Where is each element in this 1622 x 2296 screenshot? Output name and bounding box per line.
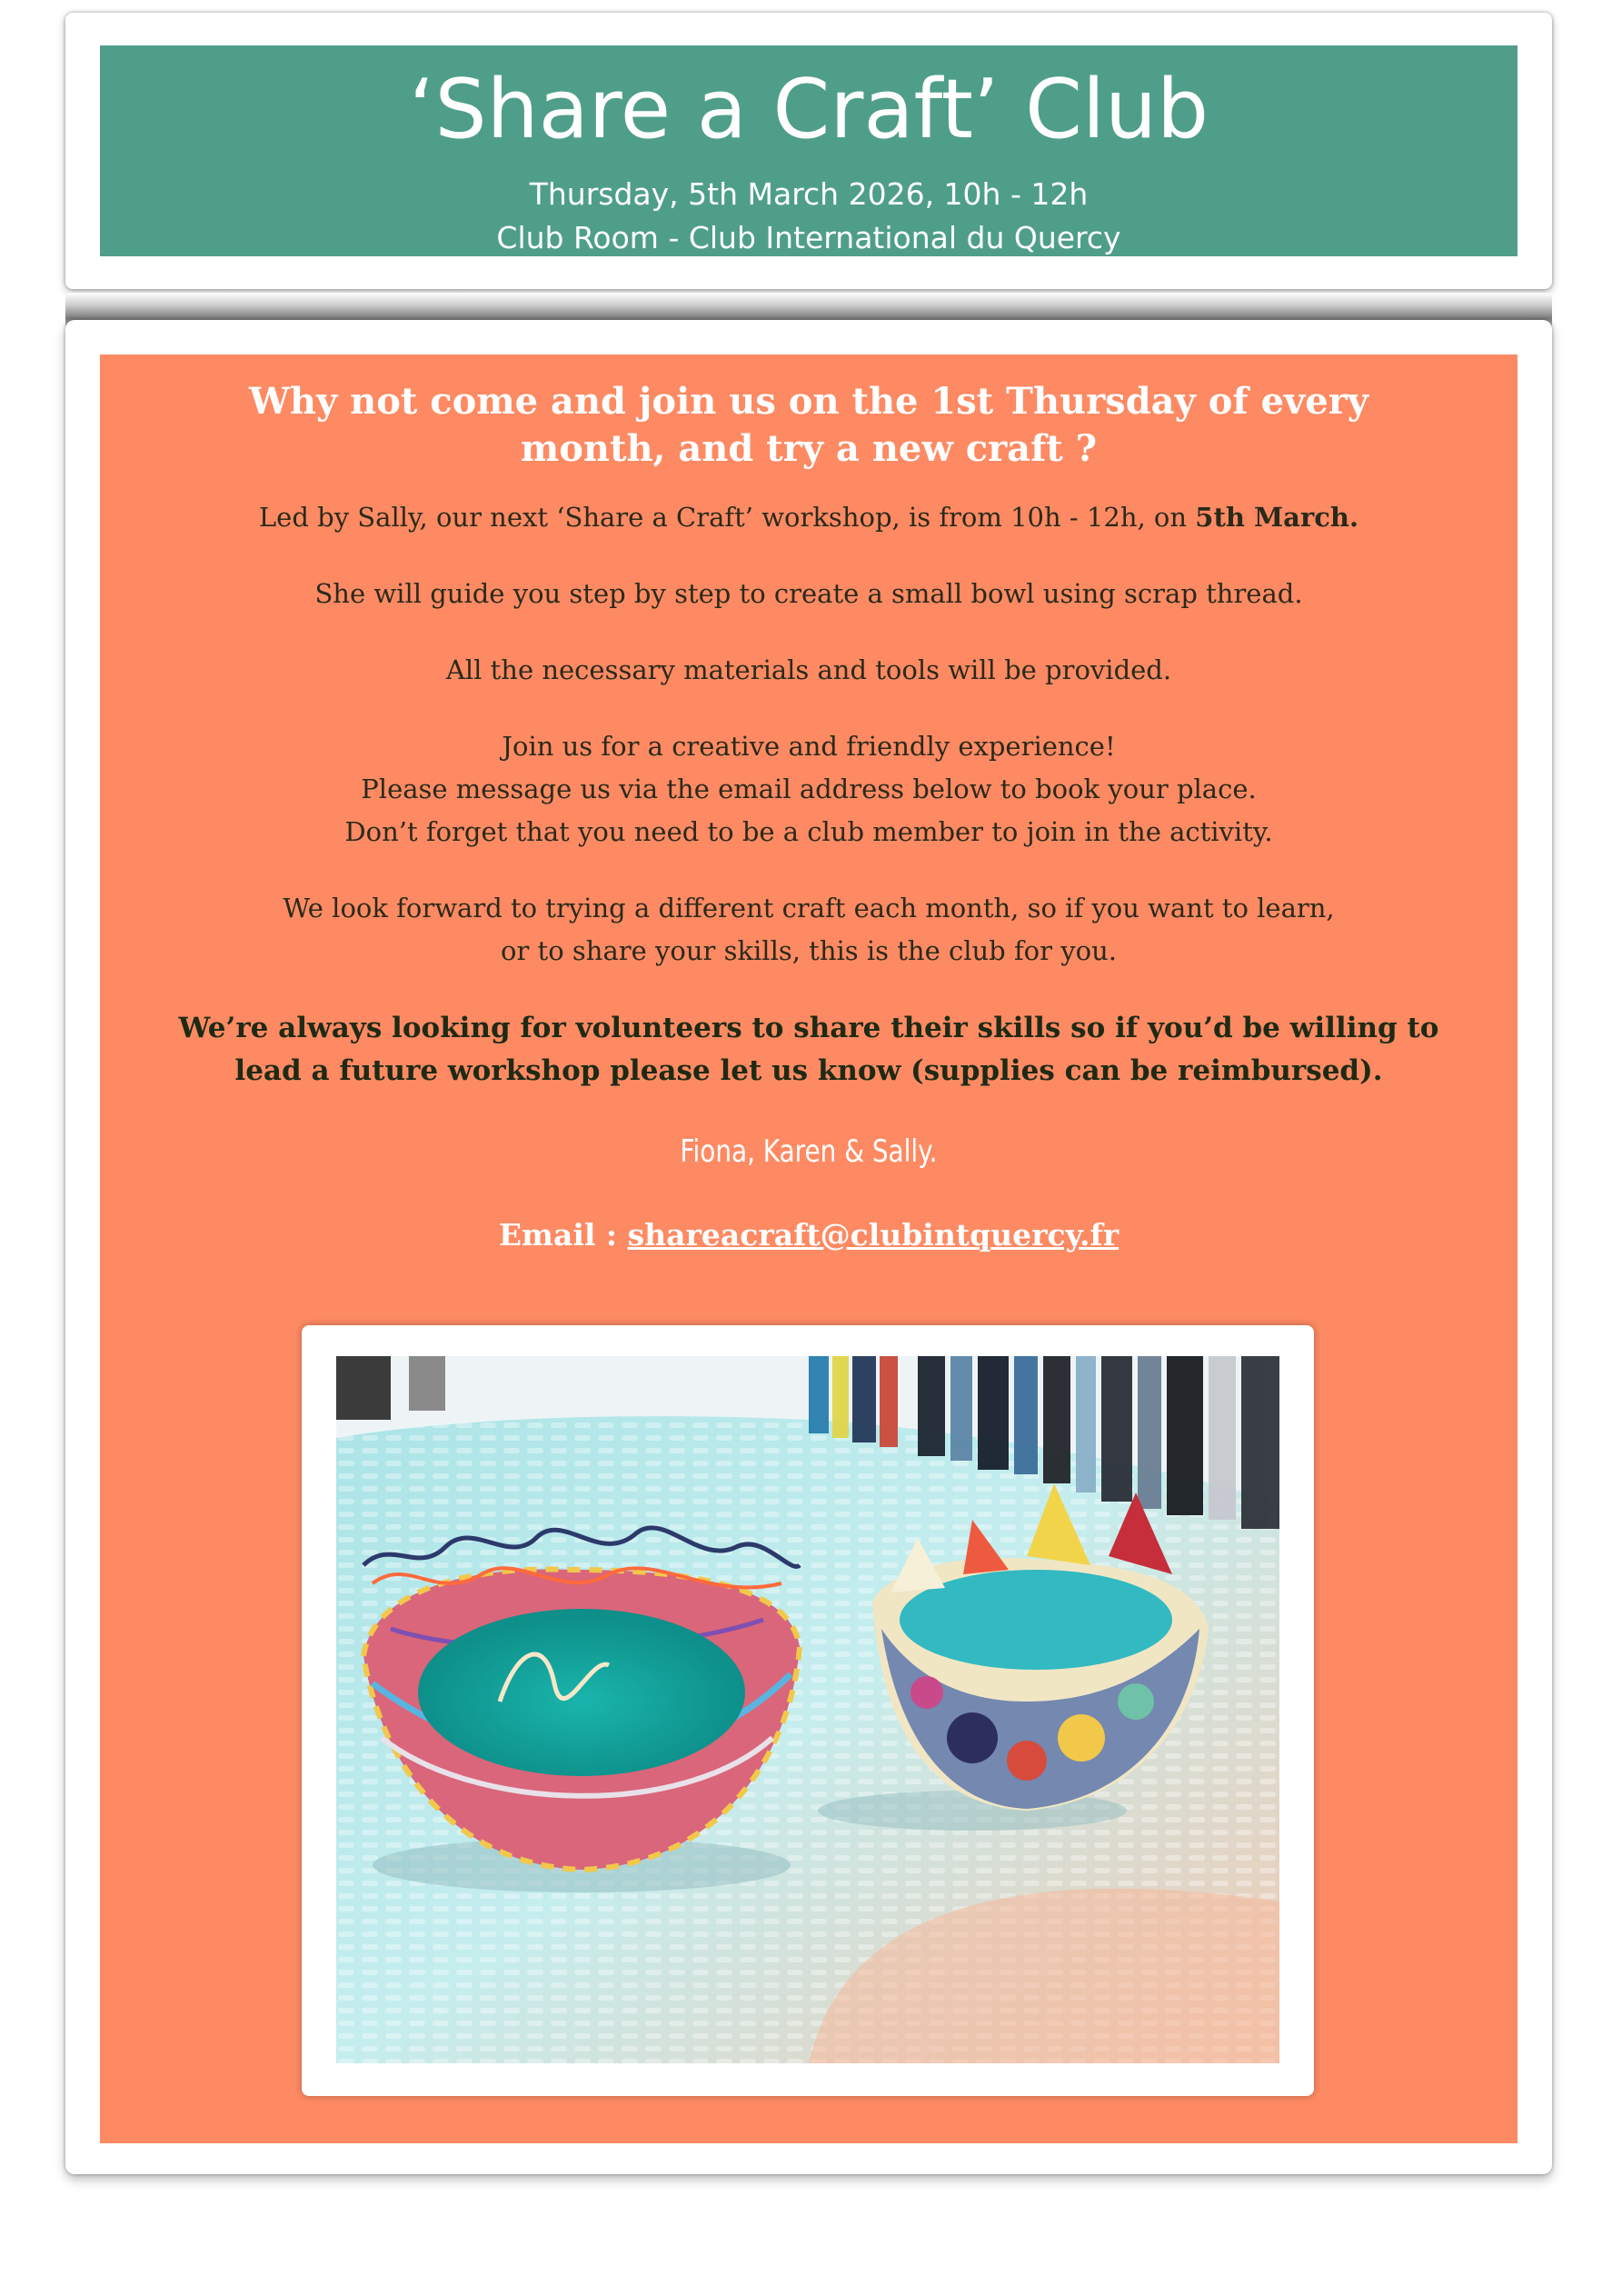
page-title: ‘Share a Craft’ Club <box>408 62 1209 157</box>
content-panel <box>100 354 1518 2143</box>
volunteer-line: We’re always looking for volunteers to share their skills so if you’d be willing to <box>178 1012 1439 1044</box>
photo-of-two-thread-bowls-icon <box>336 1356 1279 2063</box>
event-venue: Club Room - Club International du Quercy <box>496 220 1121 255</box>
craft-photo-illustration <box>336 1356 1279 2063</box>
workshop-description: She will guide you step by step to create a small bowl using scrap thread. <box>314 578 1303 609</box>
volunteer-call <box>150 1007 1468 1093</box>
email-label: Email : <box>498 1217 628 1253</box>
booking-info <box>150 725 1468 854</box>
purpose-line: We look forward to trying a different craft each month, so if you want to learn, <box>283 893 1335 923</box>
booking-line: Don’t forget that you need to be a club member to join in the activity. <box>344 816 1273 847</box>
purpose-line: or to share your skills, this is the club for you. <box>501 935 1117 966</box>
booking-line: Please message us via the email address below to book your place. <box>361 774 1257 804</box>
volunteer-line: lead a future workshop please let us know (supplies can be reimbursed). <box>234 1054 1383 1087</box>
materials-note: All the necessary materials and tools will be provided. <box>445 654 1172 685</box>
photo-frame <box>302 1325 1314 2096</box>
email-line <box>100 1213 1518 1258</box>
signature: Fiona, Karen & Sally. <box>680 1133 938 1170</box>
event-date: Thursday, 5th March 2026, 10h - 12h <box>529 176 1089 212</box>
headline: Why not come and join us on the 1st Thursday of every month, and try a new craft ? <box>248 380 1369 470</box>
workshop-intro-text: Led by Sally, our next ‘Share a Craft’ workshop, is from 10h - 12h, on <box>258 502 1196 533</box>
booking-line: Join us for a creative and friendly experience! <box>502 731 1116 762</box>
workshop-date: 5th March. <box>1195 502 1359 533</box>
workshop-intro <box>150 496 1468 539</box>
email-link[interactable]: shareacraft@clubintquercy.fr <box>627 1217 1119 1253</box>
club-purpose <box>150 887 1468 973</box>
header-band <box>100 45 1518 256</box>
